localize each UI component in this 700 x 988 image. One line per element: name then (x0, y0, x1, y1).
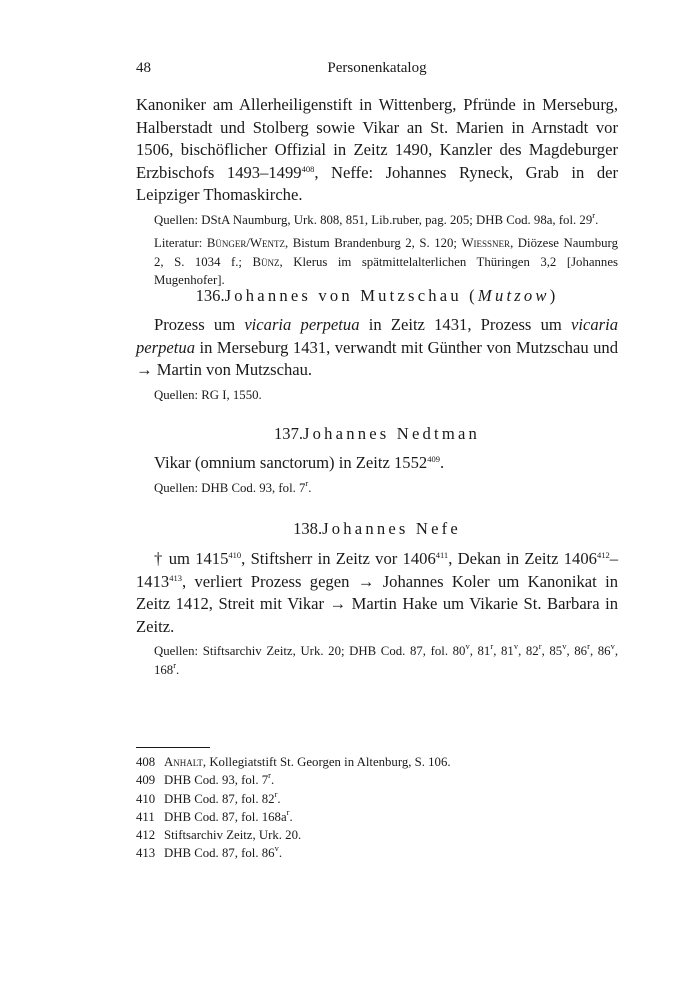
literatur-label: Literatur: (154, 236, 207, 251)
footnote-text: , Kollegiatstift St. Georgen in Altenburg, S. 106. (202, 755, 451, 769)
page-number: 48 (136, 60, 151, 76)
entry-137-body (136, 452, 618, 497)
folio-sup: r (490, 641, 494, 652)
punct: . (271, 773, 275, 788)
text-line: 1493–1499 (226, 162, 302, 182)
text-line: , Neffe: Johannes Ryneck, Grab in der Leipziger Thomaskirche. (136, 162, 619, 205)
author-name: Anhalt (164, 755, 203, 769)
folio-sup: v (465, 641, 470, 652)
author-name: Wiessner (461, 236, 511, 251)
footnote-ref[interactable]: 408 (301, 163, 315, 174)
folio-sup: v (610, 641, 615, 652)
footnotes (136, 753, 618, 863)
footnote-text: DHB Cod. 87, fol. 82 (164, 791, 275, 806)
footnote-413 (136, 844, 618, 862)
author-name: Bünz (252, 254, 280, 269)
entry-name-variant: Mutzow (477, 286, 550, 305)
punct: . (308, 480, 312, 495)
entry-135-literatur (136, 234, 618, 289)
punct: . (176, 662, 180, 677)
folio-sup: r (268, 770, 271, 781)
footnote-ref[interactable]: 412 (596, 550, 610, 560)
footnote-number: 412 (136, 828, 156, 843)
text-run: –1413 (136, 549, 618, 591)
punct: . (277, 791, 281, 806)
text-run: in Merseburg 1431, verwandt mit Günther von Mutzschau und → Martin von Mutzschau. (136, 337, 618, 380)
quellen-text: , 81 (469, 644, 491, 659)
footnote-ref[interactable]: 410 (228, 550, 242, 560)
footnote-409 (136, 771, 618, 789)
footnote-408 (136, 753, 618, 771)
entry-136-heading (136, 286, 618, 306)
text-run: , verliert Prozess gegen → Johannes Koler um Kanonikat in Zeitz 1412, Streit mit Vikar → Martin Hake um Vikarie St. Barbara in Zeitz. (136, 571, 618, 636)
quellen-text: Quellen: DStA Naumburg, Urk. 808, 851, Lib.ruber, pag. 205; DHB Cod. 98a, fol. 29 (154, 212, 593, 227)
entry-138-quellen (136, 642, 618, 679)
text-run: Prozess um (154, 315, 245, 334)
quellen-text: , 86 (566, 644, 588, 659)
entry-name: Johannes von Mutzschau ( (224, 286, 478, 305)
quellen-text: , 82 (518, 644, 539, 659)
text-line: bischöflicher Offizial in Zeitz 1490, Kanzler des Magdeburger Erzbischofs (136, 140, 618, 182)
folio-sup: r (274, 788, 278, 799)
quellen-text: , 81 (493, 644, 514, 659)
footnote-number: 408 (136, 755, 156, 769)
punct: . (278, 846, 283, 861)
text-run: , Dekan in Zeitz 1406 (448, 549, 597, 568)
footnote-text: DHB Cod. 87, fol. 86 (164, 846, 275, 861)
folio-sup: r (173, 659, 177, 670)
entry-number: 137. (273, 424, 304, 443)
footnote-text: Stiftsarchiv Zeitz, Urk. 20. (164, 828, 302, 843)
entry-135-continuation (136, 94, 618, 290)
quellen-text: , 86 (589, 644, 611, 659)
text-run: in Zeitz 1431, Prozess um (359, 315, 571, 334)
literatur-text: , Klerus im spätmittelalterlichen Thüringen 3,2 [Johannes Mugenhofer]. (154, 254, 618, 288)
author-name: Bünger/Wentz (206, 236, 285, 251)
text-run: , Stiftsherr in Zeitz vor 1406 (241, 549, 436, 568)
entry-137-text (136, 452, 618, 475)
punct: . (439, 453, 445, 472)
footnote-number: 413 (136, 846, 156, 861)
quellen-text: , 85 (541, 644, 563, 659)
entry-135-text (136, 94, 618, 207)
folio-sup: r (538, 641, 542, 652)
entry-135-quellen (136, 211, 618, 229)
text-run: † um 1415 (154, 549, 229, 568)
punct: ) (549, 286, 559, 305)
literatur-text: , Bistum Brandenburg 2, S. 120; (285, 236, 462, 251)
entry-137-heading (136, 424, 618, 444)
entry-136-body (136, 314, 618, 404)
quellen-text: Quellen: DHB Cod. 93, fol. 7 (154, 480, 306, 495)
footnote-ref[interactable]: 411 (435, 550, 449, 560)
footnote-411 (136, 808, 618, 826)
footnote-number: 410 (136, 791, 156, 806)
footnote-text: DHB Cod. 87, fol. 168a (164, 809, 287, 824)
entry-136-quellen: Quellen: RG I, 1550. (154, 387, 262, 402)
folio-sup: r (592, 209, 596, 220)
running-title: Personenkatalog (327, 60, 427, 76)
entry-number: 138. (293, 519, 323, 538)
punct: . (595, 212, 599, 227)
latin-term: vicaria perpetua (244, 315, 360, 334)
footnote-number: 411 (136, 809, 155, 824)
footnote-ref[interactable]: 413 (169, 572, 182, 583)
footnote-ref[interactable]: 409 (427, 454, 440, 464)
quellen-text: , 168 (154, 644, 619, 677)
punct: . (289, 809, 293, 824)
literatur-text: , Diözese Naumburg 2, S. 1034 f.; (154, 236, 618, 269)
footnote-412 (136, 826, 618, 844)
text-line: Kanoniker am Allerheiligenstift in Wittenberg, Pfründe in Merseburg, (136, 95, 618, 114)
text-line: Halberstadt und Stolberg sowie Vikar an St. Marien in Arnstadt vor 1506, (136, 117, 618, 160)
folio-sup: r (305, 477, 309, 488)
folio-sup: v (274, 843, 279, 854)
latin-term: vicaria perpetua (136, 315, 618, 357)
folio-sup: v (513, 641, 519, 652)
entry-name: Johannes Nefe (322, 519, 461, 538)
entry-138-heading (136, 519, 618, 539)
folio-sup: r (286, 806, 290, 817)
entry-number: 136. (195, 286, 225, 305)
entry-136-text (136, 314, 618, 382)
footnote-410 (136, 790, 618, 808)
folio-sup: r (587, 641, 590, 652)
entry-138-body (136, 548, 618, 679)
quellen-text: Quellen: Stiftsarchiv Zeitz, Urk. 20; DHB Cod. 87, fol. 80 (154, 644, 466, 659)
folio-sup: v (562, 641, 567, 652)
running-head (136, 60, 618, 84)
entry-137-quellen (136, 479, 618, 497)
entry-name: Johannes Nedtman (303, 424, 481, 443)
footnote-text: DHB Cod. 93, fol. 7 (164, 773, 269, 788)
entry-138-text (136, 548, 618, 638)
footnote-number: 409 (136, 773, 156, 788)
footnote-separator (136, 747, 210, 748)
text-run: Vikar (omnium sanctorum) in Zeitz 1552 (154, 453, 428, 472)
